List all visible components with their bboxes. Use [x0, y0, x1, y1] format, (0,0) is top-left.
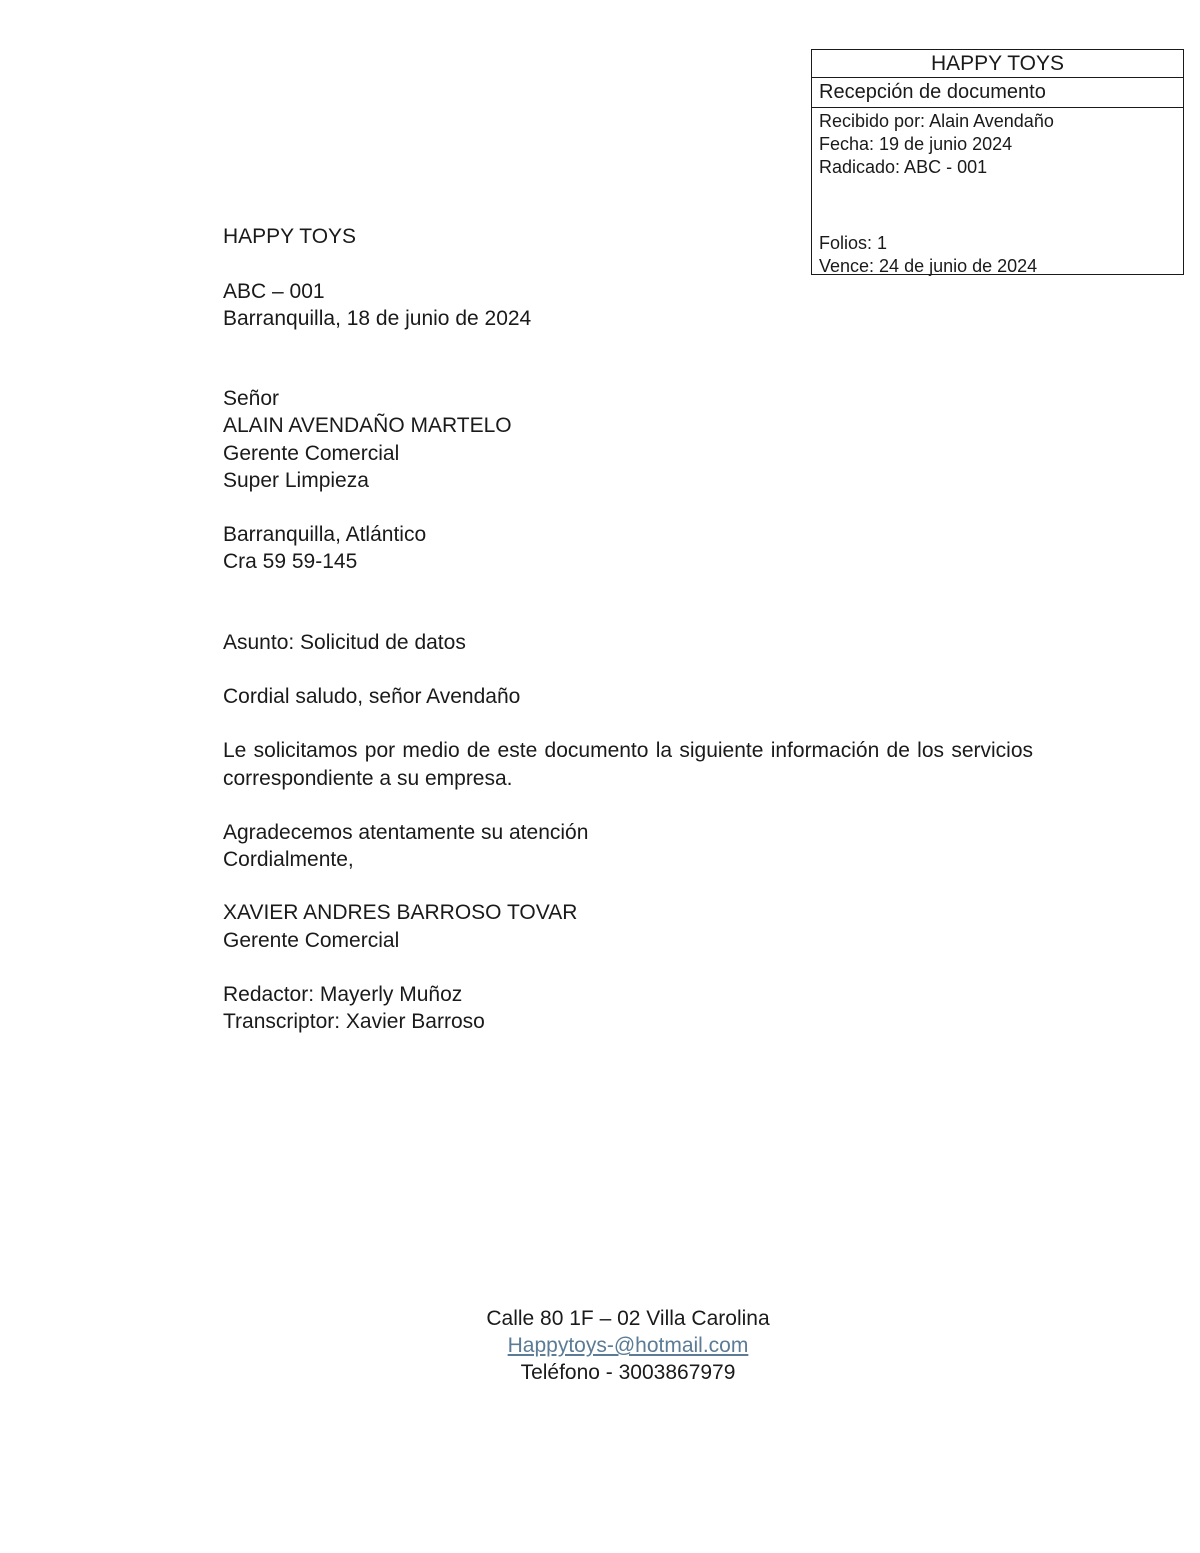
subject-line: Asunto: Solicitud de datos — [223, 631, 466, 654]
footer-email-link[interactable]: Happytoys-@hotmail.com — [507, 1334, 749, 1357]
thanks-line: Agradecemos atentamente su atención — [223, 821, 589, 844]
closing-line: Cordialmente, — [223, 848, 354, 871]
recipient-address: Cra 59 59-145 — [223, 550, 358, 573]
recipient-salutation-title: Señor — [223, 387, 280, 410]
stamp-date: Fecha: 19 de junio 2024 — [819, 134, 1013, 154]
recipient-name: ALAIN AVENDAÑO MARTELO — [223, 414, 512, 437]
stamp-filed: Radicado: ABC - 001 — [819, 157, 988, 177]
stamp-subtitle: Recepción de documento — [812, 78, 1183, 108]
reference-number: ABC – 001 — [223, 280, 325, 303]
greeting: Cordial saludo, señor Avendaño — [223, 685, 521, 708]
recipient-city: Barranquilla, Atlántico — [223, 523, 427, 546]
stamp-body — [812, 108, 1183, 275]
transcriber-line: Transcriptor: Xavier Barroso — [223, 1010, 485, 1033]
recipient-company: Super Limpieza — [223, 469, 369, 492]
place-date: Barranquilla, 18 de junio de 2024 — [223, 307, 532, 330]
stamp-title: HAPPY TOYS — [812, 50, 1183, 78]
recipient-position: Gerente Comercial — [223, 442, 400, 465]
footer-phone: Teléfono - 3003867979 — [520, 1361, 736, 1384]
signer-position: Gerente Comercial — [223, 929, 400, 952]
stamp-expires: Vence: 24 de junio de 2024 — [819, 256, 1038, 276]
stamp-pages: Folios: 1 — [819, 233, 888, 253]
body-paragraph: Le solicitamos por medio de este documento la siguiente información de los servicios correspondiente a su empresa. — [223, 739, 1033, 790]
stamp-received-by: Recibido por: Alain Avendaño — [819, 111, 1054, 131]
sender-company: HAPPY TOYS — [223, 225, 357, 248]
signer-name: XAVIER ANDRES BARROSO TOVAR — [223, 901, 578, 924]
footer-email-row — [0, 1332, 1200, 1359]
reception-stamp — [811, 49, 1184, 275]
editor-line: Redactor: Mayerly Muñoz — [223, 983, 463, 1006]
footer-address: Calle 80 1F – 02 Villa Carolina — [486, 1307, 770, 1330]
